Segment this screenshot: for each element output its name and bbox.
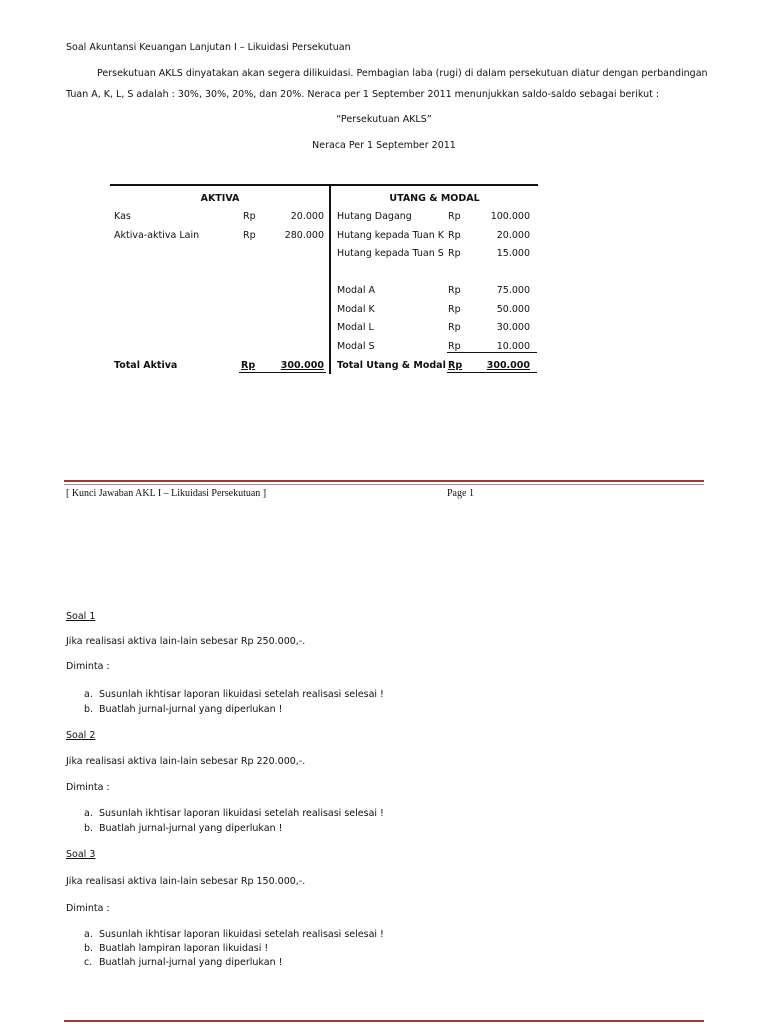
total-assets-amount: 300.000 xyxy=(280,360,324,371)
list-text: Buatlah jurnal-jurnal yang diperlukan ! xyxy=(99,704,283,715)
question-requirement-label: Diminta : xyxy=(66,903,110,914)
list-text: Buatlah lampiran laporan likuidasi ! xyxy=(99,943,269,954)
capital-currency: Rp xyxy=(448,304,461,315)
capital-amount: 50.000 xyxy=(496,304,530,315)
footer-rule xyxy=(64,1020,704,1022)
liability-amount: 100.000 xyxy=(490,211,530,222)
list-marker: a. xyxy=(84,929,93,940)
asset-amount: 280.000 xyxy=(284,230,324,241)
question-requirement-label: Diminta : xyxy=(66,661,110,672)
list-marker: b. xyxy=(84,704,94,715)
liability-currency: Rp xyxy=(448,230,461,241)
list-text: Buatlah jurnal-jurnal yang diperlukan ! xyxy=(99,957,283,968)
list-marker: b. xyxy=(84,823,94,834)
footer-rule-thin xyxy=(64,484,704,485)
question-text: Jika realisasi aktiva lain-lain sebesar Rp 220.000,-. xyxy=(66,756,306,767)
list-marker: a. xyxy=(84,808,93,819)
intro-paragraph-line-1: Persekutuan AKLS dinyatakan akan segera dilikuidasi. Pembagian laba (rugi) di dalam persekutuan diatur dengan perbandingan xyxy=(97,68,708,79)
total-assets-label: Total Aktiva xyxy=(114,360,178,371)
total-liabilities-equity-amount: 300.000 xyxy=(486,360,530,371)
liability-label: Hutang kepada Tuan K xyxy=(337,230,444,241)
subtotal-rule xyxy=(447,352,537,353)
assets-header: AKTIVA xyxy=(200,193,240,204)
capital-label: Modal S xyxy=(337,341,375,352)
question-text: Jika realisasi aktiva lain-lain sebesar Rp 150.000,-. xyxy=(66,876,306,887)
total-assets-double-rule xyxy=(239,372,326,373)
balance-sheet-top-rule xyxy=(110,184,538,186)
liability-amount: 15.000 xyxy=(496,248,530,259)
document-title: Soal Akuntansi Keuangan Lanjutan I – Likuidasi Persekutuan xyxy=(66,42,351,53)
asset-currency: Rp xyxy=(243,230,256,241)
page-number: Page 1 xyxy=(447,488,474,499)
capital-label: Modal L xyxy=(337,322,374,333)
capital-amount: 10.000 xyxy=(496,341,530,352)
liabilities-equity-header: UTANG & MODAL xyxy=(389,193,480,204)
asset-label: Aktiva-aktiva Lain xyxy=(114,230,200,241)
statement-date: Neraca Per 1 September 2011 xyxy=(312,140,456,151)
capital-amount: 30.000 xyxy=(496,322,530,333)
list-marker: c. xyxy=(84,957,93,968)
liability-currency: Rp xyxy=(448,211,461,222)
company-name: “Persekutuan AKLS” xyxy=(336,114,432,125)
capital-currency: Rp xyxy=(448,322,461,333)
list-marker: b. xyxy=(84,943,94,954)
question-title: Soal 3 xyxy=(66,849,96,860)
question-title: Soal 1 xyxy=(66,611,96,622)
total-liabilities-double-rule xyxy=(447,372,537,373)
total-assets-currency: Rp xyxy=(241,360,256,371)
liability-amount: 20.000 xyxy=(496,230,530,241)
asset-amount: 20.000 xyxy=(290,211,324,222)
footer-title: [ Kunci Jawaban AKL I – Likuidasi Persekutuan ] xyxy=(66,488,267,499)
capital-label: Modal A xyxy=(337,285,376,296)
question-title: Soal 2 xyxy=(66,730,96,741)
liability-label: Hutang Dagang xyxy=(337,211,412,222)
asset-label: Kas xyxy=(114,211,131,222)
liability-label: Hutang kepada Tuan S xyxy=(337,248,444,259)
intro-paragraph-line-2: Tuan A, K, L, S adalah : 30%, 30%, 20%, dan 20%. Neraca per 1 September 2011 menunjukkan saldo-saldo sebagai berikut : xyxy=(66,89,660,100)
total-liabilities-equity-currency: Rp xyxy=(448,360,463,371)
capital-currency: Rp xyxy=(448,341,461,352)
list-marker: a. xyxy=(84,689,93,700)
balance-sheet-divider xyxy=(329,184,331,374)
footer-rule xyxy=(64,480,704,482)
question-requirement-label: Diminta : xyxy=(66,782,110,793)
list-text: Buatlah jurnal-jurnal yang diperlukan ! xyxy=(99,823,283,834)
capital-amount: 75.000 xyxy=(496,285,530,296)
list-text: Susunlah ikhtisar laporan likuidasi setelah realisasi selesai ! xyxy=(99,689,384,700)
asset-currency: Rp xyxy=(243,211,256,222)
list-text: Susunlah ikhtisar laporan likuidasi setelah realisasi selesai ! xyxy=(99,808,384,819)
total-liabilities-equity-label: Total Utang & Modal xyxy=(337,360,446,371)
list-text: Susunlah ikhtisar laporan likuidasi setelah realisasi selesai ! xyxy=(99,929,384,940)
question-text: Jika realisasi aktiva lain-lain sebesar Rp 250.000,-. xyxy=(66,636,306,647)
capital-currency: Rp xyxy=(448,285,461,296)
capital-label: Modal K xyxy=(337,304,375,315)
liability-currency: Rp xyxy=(448,248,461,259)
